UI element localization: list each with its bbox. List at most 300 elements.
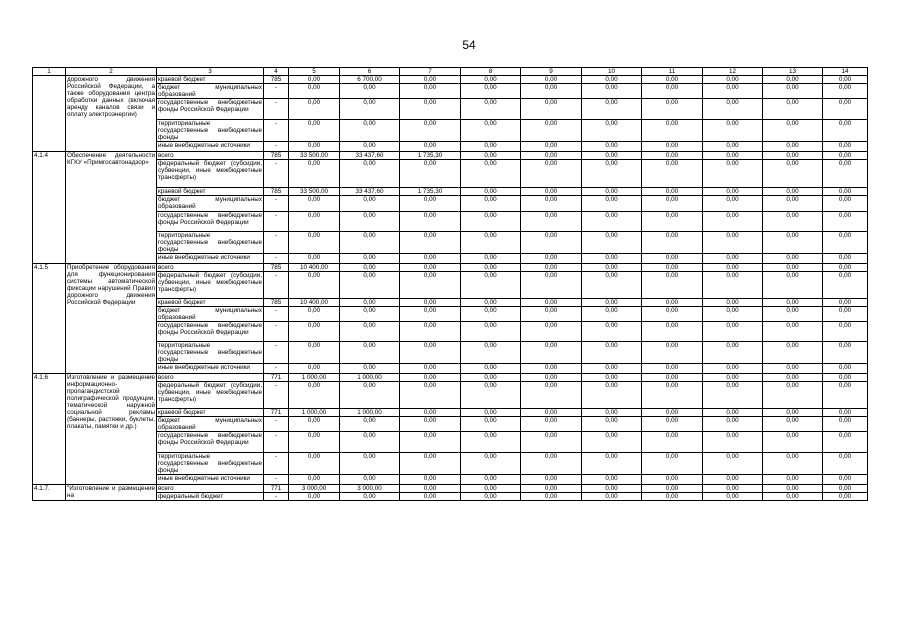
year-value-cell: 0,00 [400,417,461,432]
year-value-cell: 0,00 [521,211,582,231]
year-value-cell: 0,00 [642,160,703,188]
year-value-cell: 0,00 [582,99,642,120]
year-value-cell: 0,00 [521,306,582,321]
year-value-cell: 0,00 [461,417,521,432]
year-value-cell: 0,00 [703,231,763,253]
year-value-cell: 0,00 [642,263,703,271]
column-number-cell: 11 [642,68,703,76]
year-value-cell: 0,00 [703,382,763,409]
year-value-cell: 0,00 [703,306,763,321]
column-number-cell: 3 [157,68,264,76]
table-row [33,485,868,493]
year-value-cell: 0,00 [521,84,582,99]
column-number-cell: 8 [461,68,521,76]
year-value-cell: 0,00 [521,271,582,298]
year-value-cell: 0,00 [461,120,521,142]
year-value-cell: 0,00 [763,152,823,160]
budget-code-cell: - [264,160,289,188]
year-value-cell: 0,00 [461,84,521,99]
year-value-cell: 0,00 [461,373,521,381]
column-number-cell: 9 [521,68,582,76]
year-value-cell: 0,00 [823,160,868,188]
year-value-cell: 0,00 [400,253,461,263]
year-value-cell: 33 500,00 [289,188,340,196]
table-row [33,152,868,160]
column-number-cell: 1 [33,68,66,76]
year-value-cell: 0,00 [642,453,703,475]
page-number: 54 [462,38,476,52]
year-value-cell: 0,00 [340,196,400,211]
year-value-cell: 0,00 [582,142,642,152]
year-value-cell: 0,00 [461,306,521,321]
year-value-cell: 0,00 [521,142,582,152]
year-value-cell: 0,00 [763,382,823,409]
funding-source-cell: федеральный бюджет [157,493,264,501]
budget-code-cell: - [264,363,289,373]
year-value-cell: 0,00 [340,432,400,453]
year-value-cell: 0,00 [289,382,340,409]
year-value-cell: 0,00 [703,341,763,363]
year-value-cell: 0,00 [340,493,400,501]
year-value-cell: 3 000,00 [340,485,400,493]
year-value-cell: 0,00 [340,263,400,271]
year-value-cell: 0,00 [289,84,340,99]
year-value-cell: 0,00 [582,160,642,188]
year-value-cell: 0,00 [642,341,703,363]
funding-source-cell: государственные внебюджетные фонды Российской Федерации [157,321,264,341]
year-value-cell: 1 000,00 [289,373,340,381]
year-value-cell: 0,00 [823,306,868,321]
table-row [33,363,868,373]
year-value-cell: 0,00 [823,84,868,99]
item-index-cell: 4.1.5 [33,263,66,373]
funding-source-cell: территориальные государственные внебюджетные фонды [158,341,262,363]
year-value-cell: 0,00 [703,417,763,432]
year-value-cell: 6 700,00 [340,76,400,84]
year-value-cell: 0,00 [340,321,400,341]
year-value-cell: 0,00 [289,120,340,142]
year-value-cell: 0,00 [823,253,868,263]
year-value-cell: 0,00 [642,196,703,211]
funding-source-cell: территориальные государственные внебюджетные фонды [158,120,262,142]
year-value-cell: 0,00 [521,76,582,84]
table-row [33,373,868,381]
year-value-cell: 0,00 [289,306,340,321]
year-value-cell: 1 000,00 [289,409,340,417]
item-index-cell: 4.1.6 [33,373,66,484]
year-value-cell: 0,00 [703,120,763,142]
year-value-cell: 0,00 [823,373,868,381]
year-value-cell: 0,00 [521,253,582,263]
year-value-cell: 0,00 [823,263,868,271]
year-value-cell: 0,00 [461,152,521,160]
year-value-cell: 0,00 [703,263,763,271]
table-row [33,271,868,298]
column-number-cell: 13 [763,68,823,76]
year-value-cell: 0,00 [763,188,823,196]
funding-source-cell: иные внебюджетные источники [157,475,264,485]
year-value-cell: 0,00 [642,142,703,152]
table-row [33,211,868,231]
year-value-cell: 0,00 [521,432,582,453]
year-value-cell: 0,00 [703,196,763,211]
year-value-cell: 0,00 [521,196,582,211]
funding-source-cell: федеральный бюджет (субсидии, субвенции, иные межбюджетные трансферты) [157,160,264,188]
year-value-cell: 0,00 [642,76,703,84]
year-value-cell: 0,00 [400,493,461,501]
year-value-cell: 0,00 [703,271,763,298]
budget-table [32,67,868,501]
year-value-cell: 0,00 [289,253,340,263]
year-value-cell: 0,00 [461,432,521,453]
year-value-cell: 0,00 [400,196,461,211]
year-value-cell: 0,00 [582,76,642,84]
year-value-cell: 0,00 [582,432,642,453]
year-value-cell: 0,00 [703,432,763,453]
year-value-cell: 0,00 [642,417,703,432]
budget-code-cell: - [264,120,289,142]
item-index-cell: 4.1.7. [33,485,66,501]
year-value-cell: 0,00 [823,211,868,231]
funding-source-cell: всего [157,152,264,160]
year-value-cell: 0,00 [823,475,868,485]
budget-code-cell: - [264,84,289,99]
year-value-cell: 0,00 [582,263,642,271]
budget-code-cell: 771 [264,409,289,417]
year-value-cell: 0,00 [340,417,400,432]
year-value-cell: 0,00 [642,253,703,263]
funding-source-cell: бюджет муниципальных образований [158,417,262,432]
item-description-cell: Обеспечение деятельности КГКУ «Примгосавтонадзор» [66,152,157,263]
column-number-row [33,68,868,76]
year-value-cell: 0,00 [763,84,823,99]
budget-code-cell: - [264,211,289,231]
table-row [33,120,868,142]
year-value-cell: 0,00 [521,382,582,409]
table-row [33,263,868,271]
year-value-cell: 0,00 [289,432,340,453]
year-value-cell: 0,00 [642,485,703,493]
year-value-cell: 0,00 [642,298,703,306]
year-value-cell: 0,00 [400,409,461,417]
table-row [33,142,868,152]
year-value-cell: 0,00 [289,231,340,253]
year-value-cell: 0,00 [461,485,521,493]
year-value-cell: 0,00 [763,453,823,475]
funding-source-cell: территориальные государственные внебюджетные фонды [158,231,262,253]
column-number-cell: 14 [823,68,868,76]
year-value-cell: 0,00 [461,298,521,306]
funding-source-cell: иные внебюджетные источники [157,363,264,373]
year-value-cell: 0,00 [289,453,340,475]
year-value-cell: 0,00 [642,188,703,196]
funding-source-cell: территориальные государственные внебюджетные фонды [158,453,262,475]
budget-code-cell: - [264,271,289,298]
table-row [33,298,868,306]
year-value-cell: 0,00 [521,341,582,363]
year-value-cell: 0,00 [642,382,703,409]
year-value-cell: 0,00 [642,475,703,485]
year-value-cell: 0,00 [289,271,340,298]
year-value-cell: 0,00 [703,485,763,493]
year-value-cell: 0,00 [461,493,521,501]
table-row [33,453,868,475]
budget-code-cell: 771 [264,485,289,493]
year-value-cell: 0,00 [582,188,642,196]
table-row [33,475,868,485]
year-value-cell: 0,00 [823,99,868,120]
year-value-cell: 0,00 [703,298,763,306]
year-value-cell: 0,00 [763,493,823,501]
year-value-cell: 0,00 [642,84,703,99]
year-value-cell: 0,00 [461,253,521,263]
funding-source-cell: краевой бюджет [157,409,264,417]
year-value-cell: 0,00 [289,475,340,485]
year-value-cell: 0,00 [400,99,461,120]
budget-code-cell: 785 [264,76,289,84]
year-value-cell: 0,00 [823,152,868,160]
year-value-cell: 0,00 [763,211,823,231]
year-value-cell: 0,00 [582,298,642,306]
year-value-cell: 0,00 [703,160,763,188]
year-value-cell: 0,00 [823,188,868,196]
year-value-cell: 0,00 [823,271,868,298]
year-value-cell: 0,00 [289,160,340,188]
year-value-cell: 0,00 [582,341,642,363]
year-value-cell: 0,00 [763,120,823,142]
year-value-cell: 0,00 [340,120,400,142]
year-value-cell: 0,00 [521,475,582,485]
year-value-cell: 0,00 [763,231,823,253]
year-value-cell: 0,00 [823,341,868,363]
year-value-cell: 0,00 [642,321,703,341]
year-value-cell: 0,00 [763,341,823,363]
budget-code-cell: - [264,142,289,152]
year-value-cell: 0,00 [461,196,521,211]
year-value-cell: 1 000,00 [340,409,400,417]
year-value-cell: 0,00 [400,363,461,373]
year-value-cell: 0,00 [289,99,340,120]
year-value-cell: 0,00 [289,417,340,432]
year-value-cell: 0,00 [461,263,521,271]
year-value-cell: 0,00 [582,152,642,160]
year-value-cell: 0,00 [703,211,763,231]
year-value-cell: 0,00 [763,373,823,381]
year-value-cell: 0,00 [763,263,823,271]
year-value-cell: 0,00 [521,120,582,142]
budget-code-cell: - [264,453,289,475]
year-value-cell: 0,00 [703,493,763,501]
year-value-cell: 0,00 [461,76,521,84]
year-value-cell: 0,00 [642,211,703,231]
year-value-cell: 33 437,60 [340,152,400,160]
year-value-cell: 0,00 [642,152,703,160]
year-value-cell: 0,00 [340,271,400,298]
year-value-cell: 0,00 [340,453,400,475]
year-value-cell: 0,00 [703,76,763,84]
year-value-cell: 0,00 [521,363,582,373]
funding-source-cell: краевой бюджет [157,76,264,84]
year-value-cell: 0,00 [642,363,703,373]
budget-code-cell: 771 [264,373,289,381]
year-value-cell: 0,00 [823,231,868,253]
year-value-cell: 0,00 [703,409,763,417]
year-value-cell: 0,00 [521,485,582,493]
year-value-cell: 0,00 [461,160,521,188]
year-value-cell: 33 437,60 [340,188,400,196]
year-value-cell: 0,00 [703,363,763,373]
year-value-cell: 0,00 [400,76,461,84]
budget-code-cell: - [264,493,289,501]
year-value-cell: 0,00 [289,76,340,84]
funding-source-cell: краевой бюджет [157,188,264,196]
year-value-cell: 0,00 [400,84,461,99]
year-value-cell: 33 500,00 [289,152,340,160]
year-value-cell: 0,00 [642,231,703,253]
table-row [33,382,868,409]
year-value-cell: 0,00 [823,417,868,432]
year-value-cell: 1 735,30 [400,152,461,160]
year-value-cell: 3 000,00 [289,485,340,493]
year-value-cell: 0,00 [823,76,868,84]
budget-code-cell: - [264,321,289,341]
year-value-cell: 0,00 [703,373,763,381]
year-value-cell: 0,00 [461,99,521,120]
year-value-cell: 0,00 [461,188,521,196]
item-description-cell: дорожного движения Российской Федерации, а также оборудования центра обработки данных (включая аренду каналов связи и оплату электроэнергии) [66,76,157,152]
year-value-cell: 0,00 [461,475,521,485]
year-value-cell: 0,00 [582,475,642,485]
budget-code-cell: - [264,306,289,321]
table-row [33,341,868,363]
year-value-cell: 0,00 [461,382,521,409]
year-value-cell: 0,00 [763,363,823,373]
column-number-cell: 7 [400,68,461,76]
year-value-cell: 0,00 [400,120,461,142]
year-value-cell: 0,00 [289,321,340,341]
year-value-cell: 0,00 [763,321,823,341]
table-row [33,84,868,99]
year-value-cell: 0,00 [582,382,642,409]
year-value-cell: 0,00 [400,263,461,271]
table-row [33,99,868,120]
year-value-cell: 0,00 [400,271,461,298]
table-row [33,231,868,253]
year-value-cell: 0,00 [340,231,400,253]
year-value-cell: 0,00 [703,152,763,160]
year-value-cell: 0,00 [289,493,340,501]
year-value-cell: 0,00 [582,196,642,211]
year-value-cell: 0,00 [763,253,823,263]
year-value-cell: 0,00 [582,373,642,381]
year-value-cell: 0,00 [763,409,823,417]
year-value-cell: 0,00 [823,485,868,493]
year-value-cell: 0,00 [823,142,868,152]
year-value-cell: 0,00 [461,409,521,417]
column-number-cell: 2 [66,68,157,76]
table-row [33,493,868,501]
funding-source-cell: бюджет муниципальных образований [158,196,262,211]
funding-source-cell: краевой бюджет [157,298,264,306]
year-value-cell: 0,00 [400,298,461,306]
column-number-cell: 10 [582,68,642,76]
year-value-cell: 0,00 [763,196,823,211]
year-value-cell: 10 400,00 [289,263,340,271]
year-value-cell: 0,00 [340,363,400,373]
year-value-cell: 0,00 [823,382,868,409]
year-value-cell: 0,00 [703,321,763,341]
year-value-cell: 0,00 [582,417,642,432]
year-value-cell: 0,00 [400,382,461,409]
year-value-cell: 0,00 [340,382,400,409]
table-row [33,253,868,263]
year-value-cell: 0,00 [521,231,582,253]
year-value-cell: 0,00 [400,453,461,475]
year-value-cell: 0,00 [763,475,823,485]
budget-code-cell: 785 [264,188,289,196]
year-value-cell: 0,00 [400,432,461,453]
year-value-cell: 0,00 [400,485,461,493]
funding-source-cell: бюджет муниципальных образований [158,306,262,321]
year-value-cell: 0,00 [823,453,868,475]
year-value-cell: 0,00 [763,99,823,120]
year-value-cell: 0,00 [582,363,642,373]
year-value-cell: 10 400,00 [289,298,340,306]
year-value-cell: 0,00 [582,120,642,142]
funding-source-cell: государственные внебюджетные фонды Российской Федерации [157,432,264,453]
funding-source-cell: всего [157,485,264,493]
year-value-cell: 0,00 [340,211,400,231]
funding-source-cell: всего [157,373,264,381]
year-value-cell: 0,00 [289,211,340,231]
year-value-cell: 0,00 [400,142,461,152]
year-value-cell: 0,00 [521,160,582,188]
budget-code-cell: - [264,231,289,253]
year-value-cell: 0,00 [340,84,400,99]
year-value-cell: 0,00 [703,84,763,99]
budget-code-cell: - [264,432,289,453]
year-value-cell: 0,00 [823,196,868,211]
year-value-cell: 0,00 [340,475,400,485]
year-value-cell: 0,00 [400,160,461,188]
budget-code-cell: - [264,253,289,263]
column-number-cell: 5 [289,68,340,76]
year-value-cell: 0,00 [289,363,340,373]
year-value-cell: 0,00 [703,453,763,475]
year-value-cell: 0,00 [582,453,642,475]
table-row [33,321,868,341]
year-value-cell: 0,00 [340,341,400,363]
year-value-cell: 0,00 [400,475,461,485]
year-value-cell: 0,00 [642,493,703,501]
year-value-cell: 0,00 [461,321,521,341]
budget-code-cell: - [264,99,289,120]
year-value-cell: 0,00 [521,417,582,432]
year-value-cell: 0,00 [763,306,823,321]
table-row [33,432,868,453]
year-value-cell: 0,00 [521,373,582,381]
year-value-cell: 0,00 [823,493,868,501]
year-value-cell: 0,00 [763,76,823,84]
year-value-cell: 0,00 [289,341,340,363]
year-value-cell: 0,00 [763,142,823,152]
column-number-cell: 12 [703,68,763,76]
year-value-cell: 0,00 [521,263,582,271]
year-value-cell: 0,00 [521,298,582,306]
year-value-cell: 0,00 [823,409,868,417]
year-value-cell: 0,00 [340,142,400,152]
year-value-cell: 0,00 [642,432,703,453]
